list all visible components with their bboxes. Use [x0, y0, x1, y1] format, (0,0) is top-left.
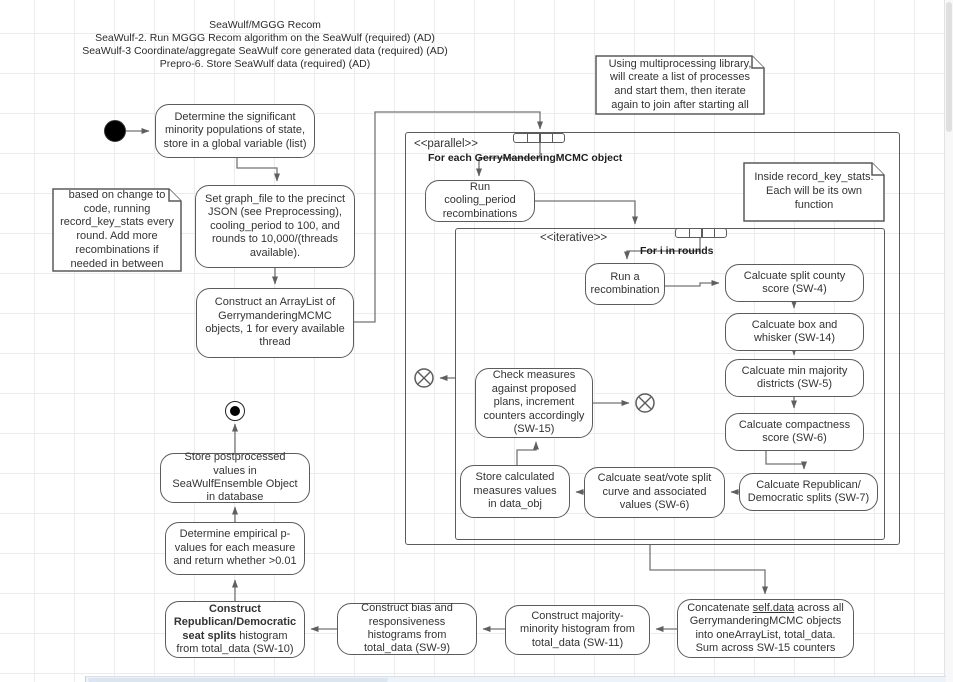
activity-calc-box-whisker[interactable]	[725, 313, 864, 351]
activity-label: Calcuate split county score (SW-4)	[743, 269, 846, 295]
activity-construct-seat-splits[interactable]	[165, 601, 305, 658]
horizontal-scrollbar[interactable]	[85, 676, 946, 682]
activity-label: Run cooling_period recombinations	[442, 180, 518, 220]
activity-run-recombination[interactable]	[585, 263, 665, 305]
activity-store-postprocessed[interactable]	[160, 453, 310, 503]
activity-label	[173, 603, 297, 657]
horizontal-scrollbar-thumb[interactable]	[88, 678, 388, 682]
activity-store-measures[interactable]	[460, 465, 570, 518]
activity-calc-seat-vote[interactable]	[584, 467, 725, 518]
activity-set-graph-file[interactable]	[195, 185, 355, 268]
title-line: SeaWulf/MGGG Recom	[209, 19, 321, 31]
activity-label: Determine the significant minority populations of state, store in a global variable (list)	[163, 110, 307, 150]
note-text: based on change to code, running record_key_stats every round. Add more recombinations if needed in between	[60, 188, 174, 270]
flow-final-node[interactable]	[414, 368, 434, 393]
activity-label: Calcuate seat/vote split curve and associated values (SW-6)	[597, 472, 712, 512]
activity-label: Calcuate Republican/ Democratic splits (SW-7)	[747, 478, 870, 504]
flow-final-node[interactable]	[635, 393, 655, 418]
parallel-region-caption: For each GerryManderingMCMC object	[428, 152, 623, 164]
activity-label-bold: Construct Republican/Democratic seat splits	[173, 602, 297, 642]
iterative-region-label: <<iterative>>	[540, 232, 608, 244]
activity-label: Set graph_file to the precinct JSON (see Preprocessing), cooling_period to 100, and rounds to 10,000/(threads available).	[204, 192, 346, 259]
note-multiprocessing[interactable]	[595, 55, 765, 115]
activity-construct-arraylist[interactable]	[196, 288, 354, 358]
activity-construct-majority-minority[interactable]	[505, 605, 650, 655]
vertical-scrollbar-thumb[interactable]	[946, 2, 952, 132]
vertical-scrollbar[interactable]	[944, 0, 953, 682]
activity-label: Construct bias and responsiveness histograms from total_data (SW-9)	[361, 602, 453, 655]
final-node-icon	[225, 401, 245, 421]
activity-label	[685, 602, 846, 656]
activity-final-node[interactable]	[225, 401, 245, 421]
note-record-key-stats-right[interactable]	[743, 162, 885, 222]
activity-label: Store postprocessed values in SeaWulfEnsemble Object in database	[172, 451, 298, 504]
activity-calc-compactness[interactable]	[725, 413, 864, 451]
activity-calc-split-county[interactable]	[725, 264, 864, 302]
activity-determine-pvalues[interactable]	[165, 522, 305, 575]
note-text: Inside record_key_stats. Each will be its own function	[754, 171, 874, 211]
title-line: SeaWulf-3 Coordinate/aggregate SeaWulf core generated data (required) (AD)	[82, 45, 448, 57]
activity-label: Calcuate min majority districts (SW-5)	[741, 364, 848, 390]
flow-final-x-icon	[414, 368, 434, 388]
activity-run-cooling-period[interactable]	[425, 180, 535, 222]
activity-label: Run a recombination	[590, 270, 660, 296]
activity-label: Calcuate compactness score (SW-6)	[738, 418, 851, 444]
activity-calc-rep-dem-splits[interactable]	[739, 473, 878, 511]
activity-label-pre: Concatenate	[687, 601, 753, 614]
activity-calc-min-majority[interactable]	[725, 359, 864, 397]
activity-label-post: across all GerrymanderingMCMC objects into oneArrayList, total_data. Sum across SW-15 counters	[689, 601, 844, 654]
fork-bar-icon[interactable]	[675, 228, 727, 238]
activity-determine-minority[interactable]	[155, 104, 315, 158]
activity-label: Construct an ArrayList of GerrymanderingMCMC objects, 1 for every available thread	[205, 296, 345, 349]
parallel-region-label: <<parallel>>	[414, 138, 478, 150]
activity-label: Check measures against proposed plans, increment counters accordingly (SW-15)	[483, 369, 585, 436]
activity-check-measures[interactable]	[475, 368, 593, 438]
self-data-link: self.data	[752, 601, 795, 614]
iterative-region-caption: For i in rounds	[640, 245, 714, 257]
activity-label: Determine empirical p-values for each measure and return whether >0.01	[173, 528, 297, 568]
note-text: Using multiprocessing library, will create a list of processes and start them, then iterate again to join after starting all	[608, 57, 752, 111]
note-record-key-stats-left[interactable]	[52, 188, 182, 272]
diagram-title[interactable]	[45, 19, 485, 71]
title-line: Prepro-6. Store SeaWulf data (required) (AD)	[159, 58, 371, 70]
activity-construct-bias[interactable]	[337, 603, 477, 655]
title-line: SeaWulf-2. Run MGGG Recom algorithm on the SeaWulf (required) (AD)	[95, 32, 435, 44]
activity-label-rest: histogram from total_data (SW-10)	[176, 629, 294, 655]
activity-label: Construct majority-minority histogram from total_data (SW-11)	[520, 609, 635, 649]
start-dot-icon	[104, 120, 126, 142]
activity-label: Calcuate box and whisker (SW-14)	[751, 318, 838, 344]
activity-label: Store calculated measures values in data_obj	[473, 471, 557, 511]
activity-concatenate-data[interactable]	[677, 599, 854, 658]
fork-bar-icon[interactable]	[513, 133, 565, 143]
initial-node[interactable]	[104, 120, 126, 142]
flow-final-x-icon	[635, 393, 655, 413]
